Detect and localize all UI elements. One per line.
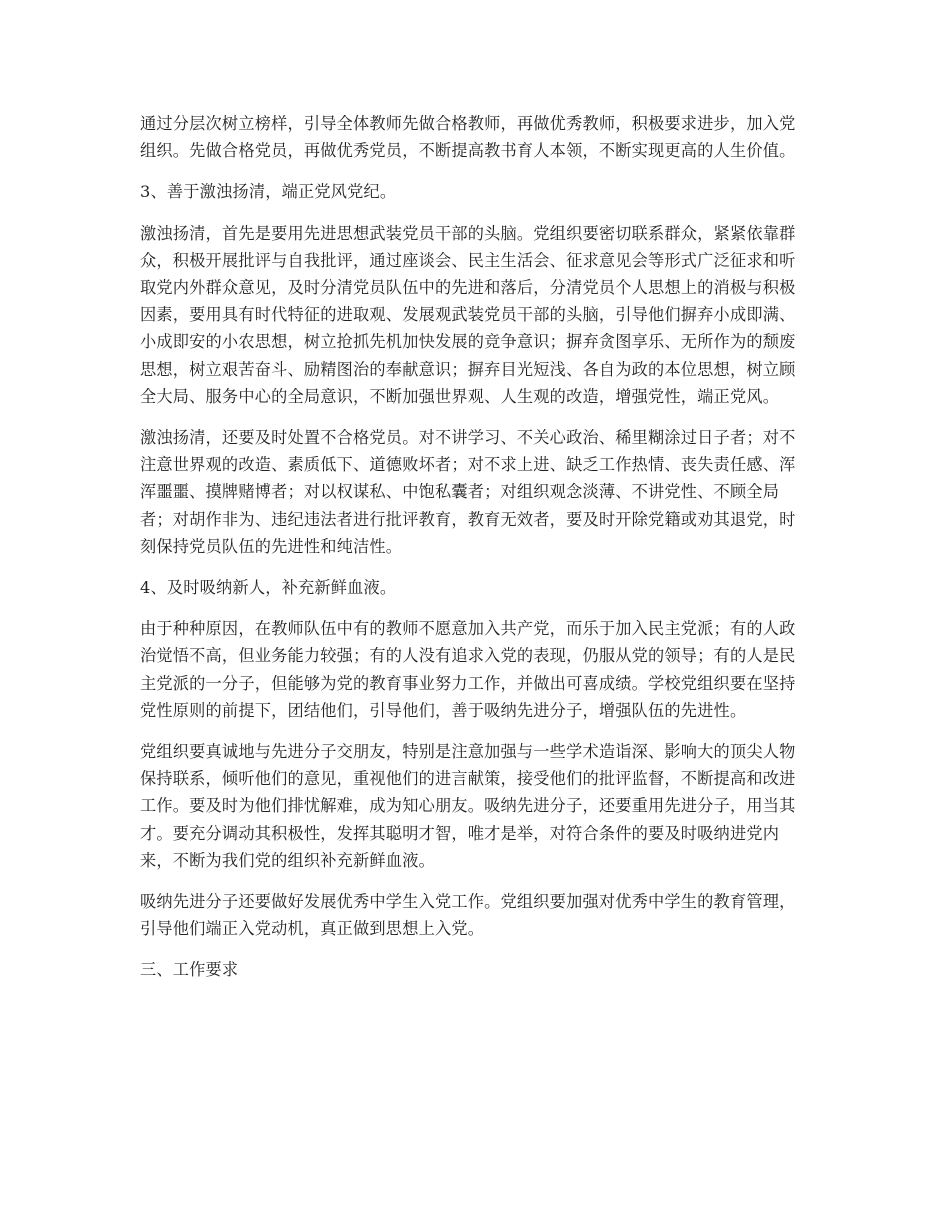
paragraph-advanced-thinking: 激浊扬清，首先是要用先进思想武装党员干部的头脑。党组织要密切联系群众，紧紧依靠群众，积极开展批评与自我批评，通过座谈会、民主生活会、征求意见会等形式广泛征求和听取党内外群众意见，及时分清党员队伍中的先进和落后，分清党员个人思想上的消极与积极因素，要用具有时代特征的进取观、发展观武装党员干部的头脑，引导他们摒弃小成即满、小成即安的小农思想，树立抢抓先机加快发展的竞争意识；摒弃贪图享乐、无所作为的颓废思想，树立艰苦奋斗、励精图治的奉献意识；摒弃目光短浅、各自为政的本位思想，树立顾全大局、服务中心的全局意识，不断加强世界观、人生观的改造，增强党性，端正党风。 [140, 223, 796, 406]
paragraph-make-friends: 党组织要真诚地与先进分子交朋友，特别是注意加强与一些学术造诣深、影响大的顶尖人物保持联系，倾听他们的意见，重视他们的进言献策，接受他们的批评监督，不断提高和改进工作。要及时为他们排忧解难，成为知心朋友。吸纳先进分子，还要重用先进分子，用当其才。要充分调动其积极性，发挥其聪明才智，唯才是举，对符合条件的要及时吸纳进党内来，不断为我们党的组织补充新鲜血液。 [140, 742, 796, 870]
document-body [140, 110, 810, 998]
paragraph-unqualified-members: 激浊扬清，还要及时处置不合格党员。对不讲学习、不关心政治、稀里糊涂过日子者；对不注意世界观的改造、素质低下、道德败坏者；对不求上进、缺乏工作热情、丧失责任感、浑浑噩噩、摸牌赌博者；对以权谋私、中饱私囊者；对组织观念淡薄、不讲党性、不顾全局者；对胡作非为、违纪违法者进行批评教育，教育无效者，要及时开除党籍或劝其退党，时刻保持党员队伍的先进性和纯洁性。 [140, 428, 796, 556]
paragraph-role-models: 通过分层次树立榜样，引导全体教师先做合格教师，再做优秀教师，积极要求进步，加入党组织。先做合格党员，再做优秀党员，不断提高教书育人本领，不断实现更高的人生价值。 [140, 114, 796, 161]
section-heading-3: 3、善于激浊扬清，端正党风党纪。 [140, 182, 397, 202]
paragraph-students: 吸纳先进分子还要做好发展优秀中学生入党工作。党组织要加强对优秀中学生的教育管理，引导他们端正入党动机，真正做到思想上入党。 [140, 892, 796, 939]
section-heading-work-requirements: 三、工作要求 [140, 960, 239, 980]
paragraph-absorb-new-members: 由于种种原因，在教师队伍中有的教师不愿意加入共产党，而乐于加入民主党派；有的人政治觉悟不高，但业务能力较强；有的人没有追求入党的表现，仍服从党的领导；有的人是民主党派的一分子，但能够为党的教育事业努力工作，并做出可喜成绩。学校党组织要在坚持党性原则的前提下，团结他们，引导他们，善于吸纳先进分子，增强队伍的先进性。 [140, 619, 796, 720]
section-heading-4: 4、及时吸纳新人，补充新鲜血液。 [140, 578, 397, 598]
